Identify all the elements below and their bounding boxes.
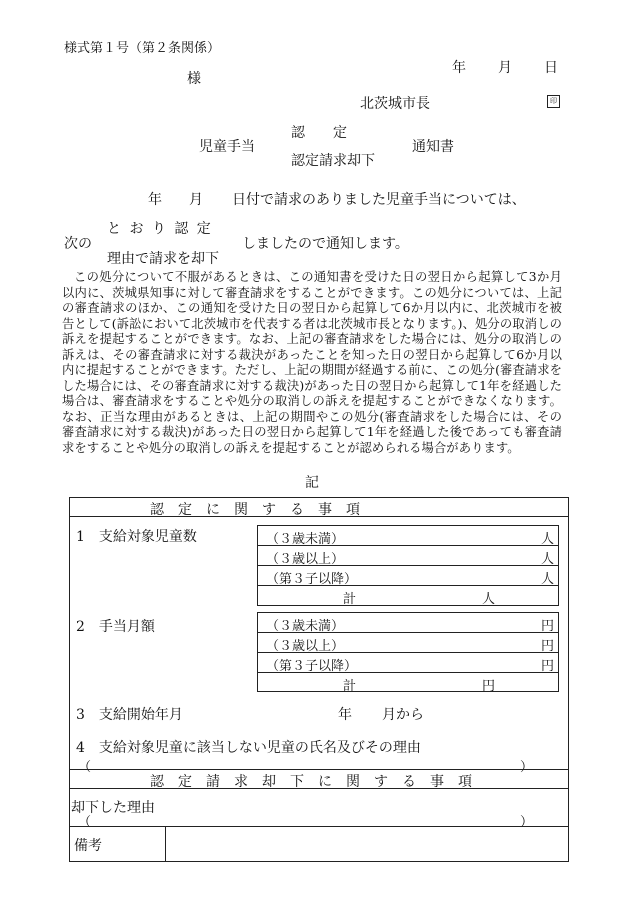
- remarks-label: 備考: [74, 838, 102, 854]
- unit-label: 人: [541, 552, 555, 567]
- title-option-approve: 認 定: [291, 125, 347, 141]
- allowance-row: （３歳以上）: [266, 639, 345, 654]
- date-year-label: 年: [452, 60, 466, 76]
- unit-label: 円: [482, 679, 496, 694]
- unit-label: 人: [541, 532, 555, 547]
- ki-mark: 記: [305, 475, 319, 491]
- intro-month-label: 月: [189, 192, 203, 208]
- paren-close: ）: [520, 760, 534, 775]
- child-count-row: （３歳以上）: [266, 552, 345, 567]
- item3-label: 3 支給開始年月: [76, 707, 183, 723]
- issuer-name: 北茨城市長: [360, 96, 430, 112]
- child-count-row: （３歳未満）: [266, 532, 345, 547]
- seal-mark: 印: [547, 95, 560, 108]
- unit-label: 人: [541, 572, 555, 587]
- date-day-label: 日: [544, 60, 558, 76]
- unit-label: 円: [541, 639, 555, 654]
- item4-label: 4 支給対象児童に該当しない児童の氏名及びその理由: [76, 740, 421, 756]
- paren-open: （: [78, 760, 92, 775]
- child-count-total-label: 計: [343, 592, 357, 607]
- intro-prefix: 次の: [64, 236, 92, 252]
- allowance-total-label: 計: [343, 679, 357, 694]
- unit-label: 円: [541, 659, 555, 674]
- appeal-notice-paragraph: この処分について不服があるときは、この通知書を受けた日の翌日から起算して3か月以内に、茨城県知事に対して審査請求をすることができます。この処分については、上記の審査請求のほか、この通知を受けた日の翌日から起算して6か月以内に、北茨城市を被告として(訴訟において北茨城市を代表する者は北茨城市長となります。)、処分の取消しの訴えを提起することができます。なお、上記の審査請求をした場合には、処分の取消しの訴えは、その審査請求に対する裁決があったことを知った日の翌日から起算して6か月以内に提起することができます。ただし、上記の期間が経過する前に、この処分(審査請求をした場合には、その審査請求に対する裁決)があった日の翌日から起算して1年を経過した場合は、審査請求をすることや処分の取消しの訴えを提起することができなくなります。なお、正当な理由があるときは、上記の期間やこの処分(審査請求をした場合には、その審査請求に対する裁決)があった日の翌日から起算して1年を経過した後であっても審査請求をすることや処分の取消しの訴えを提起することが認められる場合があります。: [62, 270, 562, 455]
- intro-suffix: しましたので通知します。: [242, 236, 409, 252]
- intro-option-approve: と お り 認 定: [107, 221, 213, 237]
- paren-close: ）: [520, 815, 534, 830]
- item1-label: 1 支給対象児童数: [76, 529, 197, 545]
- addressee-suffix: 様: [187, 71, 201, 87]
- form-number: 様式第１号（第２条関係）: [64, 41, 221, 56]
- allowance-row: （第３子以降）: [266, 659, 358, 674]
- start-month-label: 月から: [382, 707, 424, 723]
- title-option-reject: 認定請求却下: [291, 153, 375, 169]
- unit-label: 人: [482, 592, 496, 607]
- date-month-label: 月: [498, 60, 512, 76]
- allowance-row: （３歳未満）: [266, 619, 345, 634]
- start-year-label: 年: [338, 707, 352, 723]
- item2-label: 2 手当月額: [76, 619, 155, 635]
- title-suffix: 通知書: [412, 139, 454, 155]
- intro-text: 日付で請求のありました児童手当については、: [232, 192, 526, 208]
- unit-label: 円: [541, 619, 555, 634]
- reject-reason-label: 却下した理由: [71, 800, 155, 816]
- title-prefix: 児童手当: [199, 139, 255, 155]
- intro-option-reject: 理由で請求を却下: [107, 251, 219, 267]
- section-reject-header: 認 定 請 求 却 下 に 関 す る 事 項: [150, 774, 472, 790]
- section-approval-header: 認 定 に 関 す る 事 項: [150, 502, 360, 518]
- intro-year-label: 年: [148, 192, 162, 208]
- paren-open: （: [78, 815, 92, 830]
- child-count-row: （第３子以降）: [266, 572, 358, 587]
